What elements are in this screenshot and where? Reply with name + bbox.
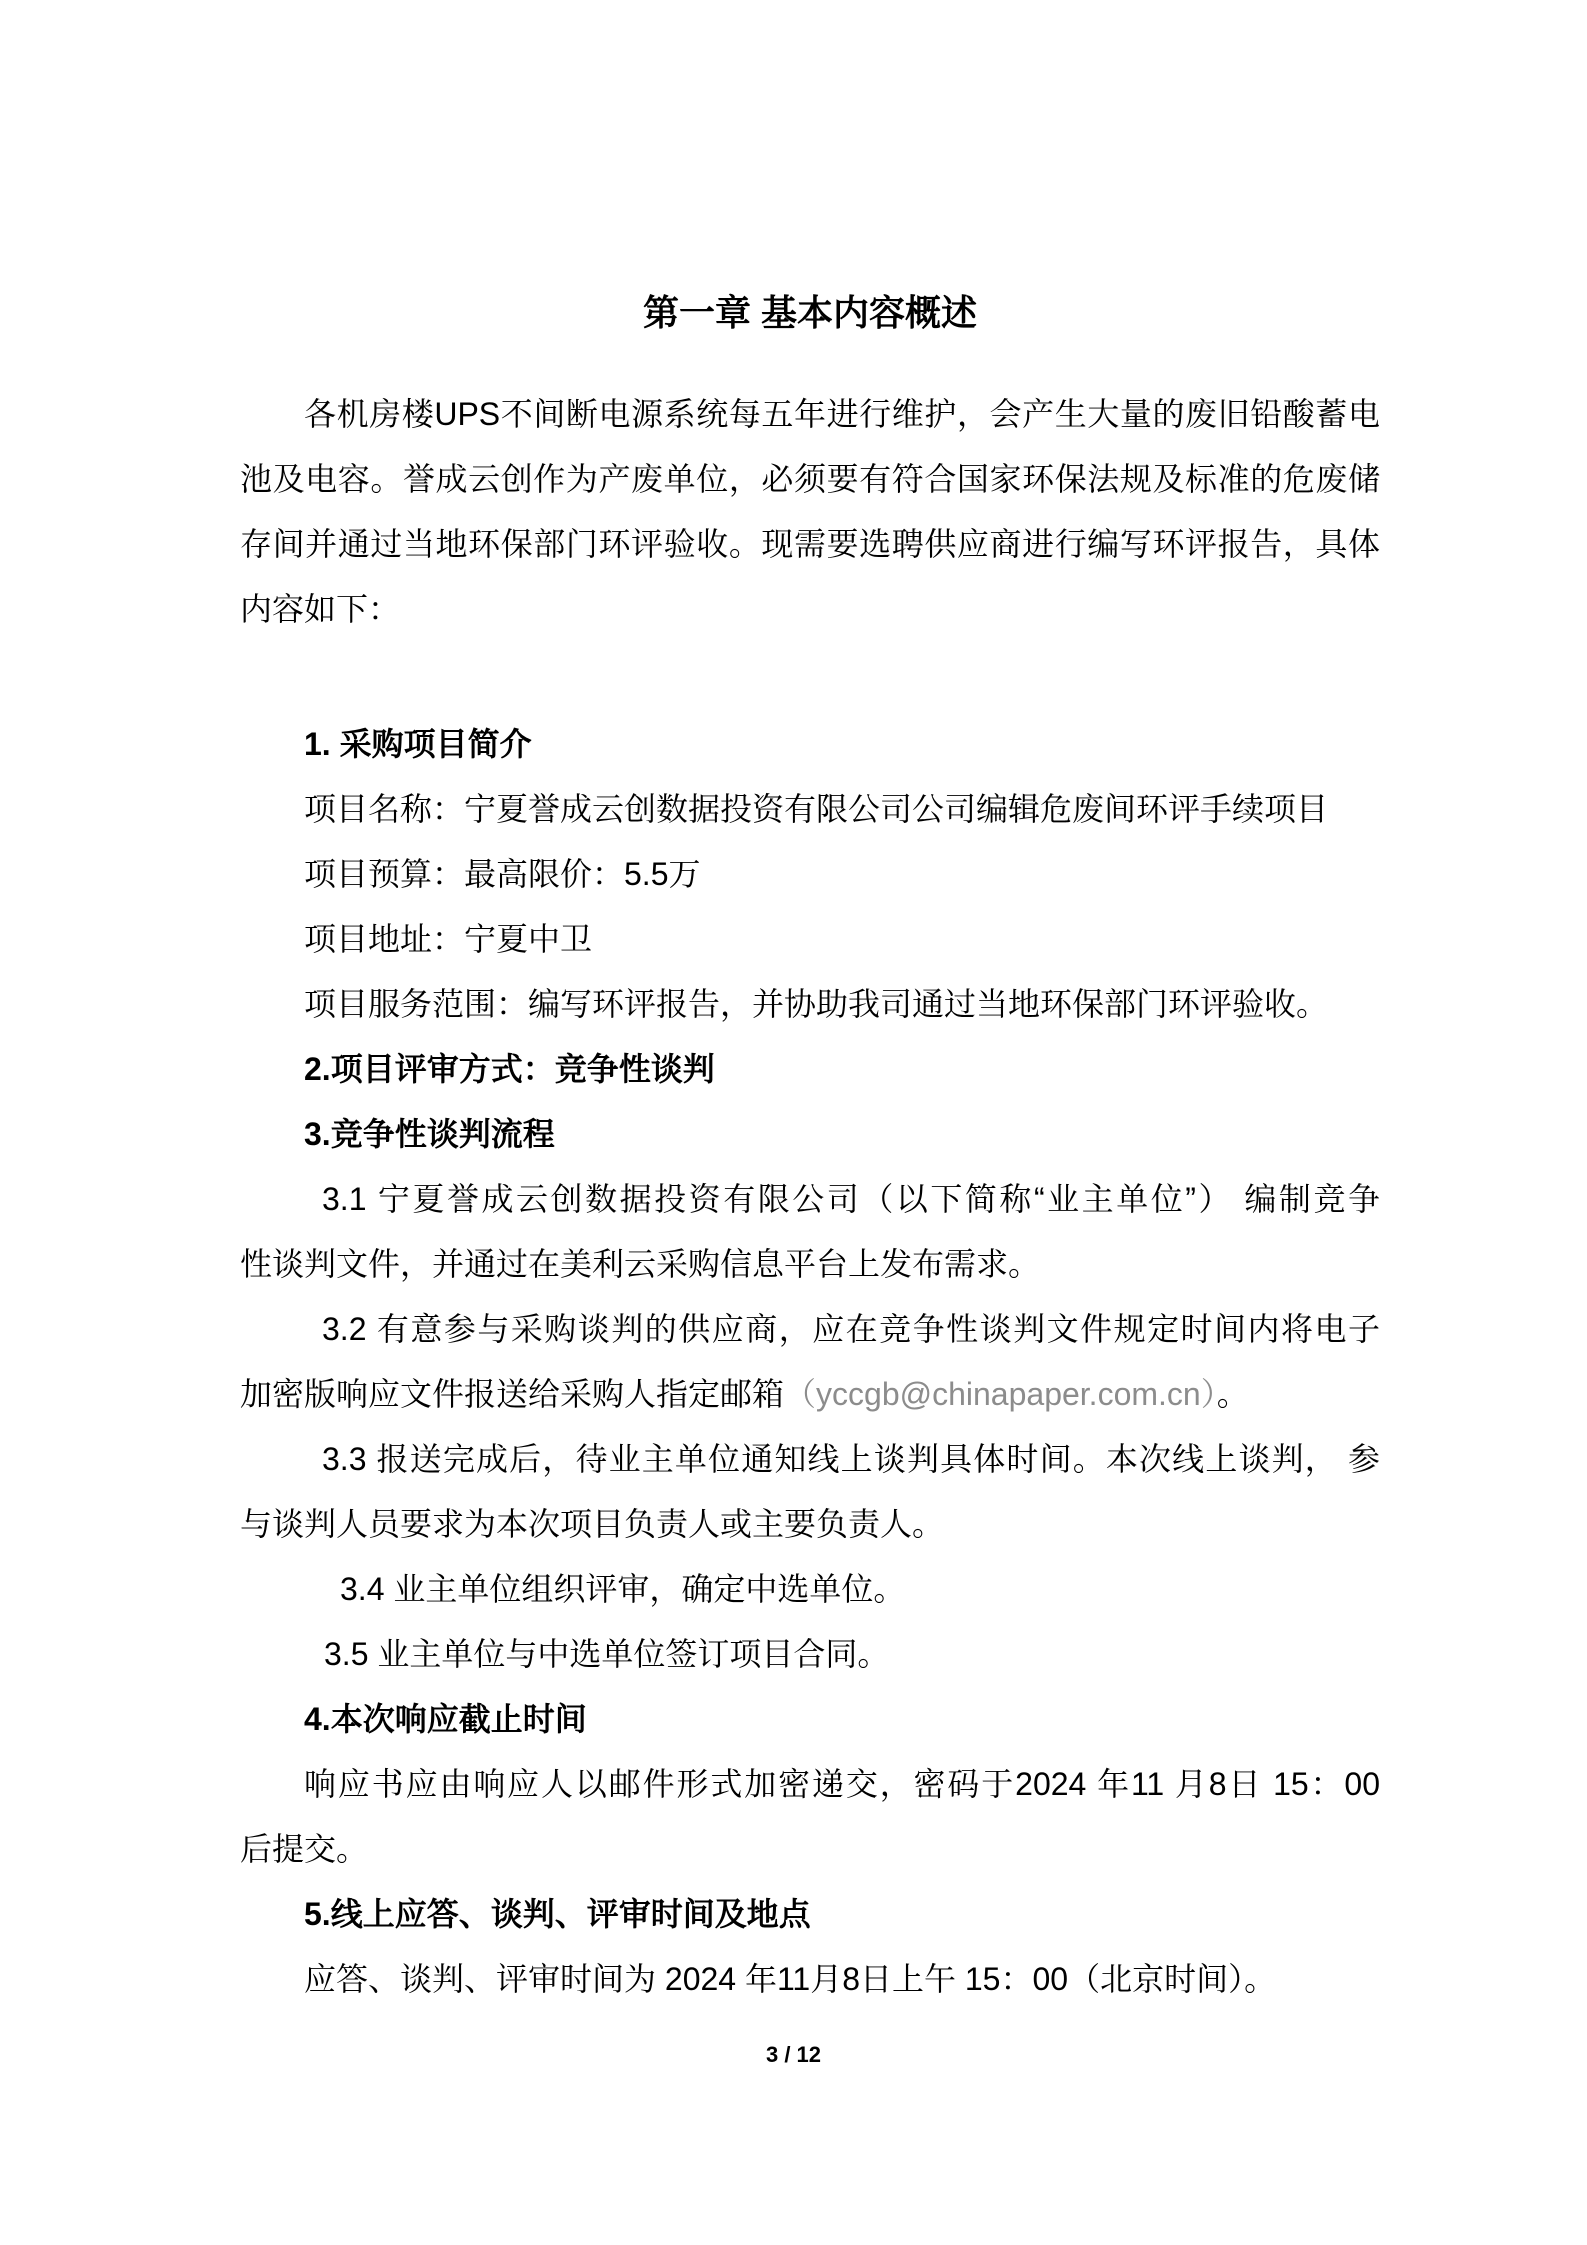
deadline-line-1: 响应书应由响应人以邮件形式加密递交，密码于2024 年11 月8日 15：00 (304, 1766, 1380, 1802)
section-1-heading: 1. 采购项目简介 (304, 726, 532, 762)
section-2-heading: 2.项目评审方式：竞争性谈判 (304, 1051, 715, 1087)
step-3-2-line-2-text: 加密版响应文件报送给采购人指定邮箱 (240, 1376, 785, 1412)
review-time-line: 应答、谈判、评审时间为 2024 年11月8日上午 15：00（北京时间）。 (304, 1961, 1277, 1997)
intro-line-4: 内容如下： (240, 591, 401, 627)
step-3-2-line-2 (240, 1362, 1380, 1427)
step-3-3-line-1: 3.3 报送完成后，待业主单位通知线上谈判具体时间。本次线上谈判， 参 (322, 1441, 1380, 1477)
project-name-line: 项目名称：宁夏誉成云创数据投资有限公司公司编辑危废间环评手续项目 (304, 791, 1329, 827)
intro-line-3: 存间并通过当地环保部门环评验收。现需要选聘供应商进行编写环评报告，具体 (240, 526, 1380, 562)
project-budget-line: 项目预算：最高限价：5.5万 (304, 856, 701, 892)
intro-line-1: 各机房楼UPS不间断电源系统每五年进行维护，会产生大量的废旧铅酸蓄电 (304, 396, 1380, 432)
chapter-title: 第一章 基本内容概述 (642, 292, 977, 333)
step-3-1-line-2: 性谈判文件，并通过在美利云采购信息平台上发布需求。 (240, 1246, 1041, 1282)
intro-paragraph (240, 382, 1380, 642)
step-3-1-line-1: 3.1 宁夏誉成云创数据投资有限公司（以下简称“业主单位”） 编制竞争 (322, 1181, 1380, 1217)
step-3-3-line-2: 与谈判人员要求为本次项目负责人或主要负责人。 (240, 1506, 945, 1542)
section-5-heading: 5.线上应答、谈判、评审时间及地点 (304, 1896, 811, 1932)
step-3-2-line-2-period: 。 (1216, 1376, 1249, 1412)
step-3-2-line-1: 3.2 有意参与采购谈判的供应商，应在竞争性谈判文件规定时间内将电子 (322, 1311, 1380, 1347)
page-number: 3 / 12 (765, 2042, 822, 2067)
step-3-4-line: 3.4 业主单位组织评审，确定中选单位。 (340, 1571, 906, 1607)
project-address-line: 项目地址：宁夏中卫 (304, 921, 593, 957)
email-address: （yccgb@chinapaper.com.cn） (784, 1376, 1217, 1412)
deadline-line-2: 后提交。 (240, 1831, 369, 1867)
section-4-heading: 4.本次响应截止时间 (304, 1701, 587, 1737)
intro-line-2: 池及电容。誉成云创作为产废单位，必须要有符合国家环保法规及标准的危废储 (240, 461, 1380, 497)
step-3-5-line: 3.5 业主单位与中选单位签订项目合同。 (324, 1636, 890, 1672)
section-3-heading: 3.竞争性谈判流程 (304, 1116, 555, 1152)
project-scope-line: 项目服务范围：编写环评报告，并协助我司通过当地环保部门环评验收。 (304, 986, 1329, 1022)
